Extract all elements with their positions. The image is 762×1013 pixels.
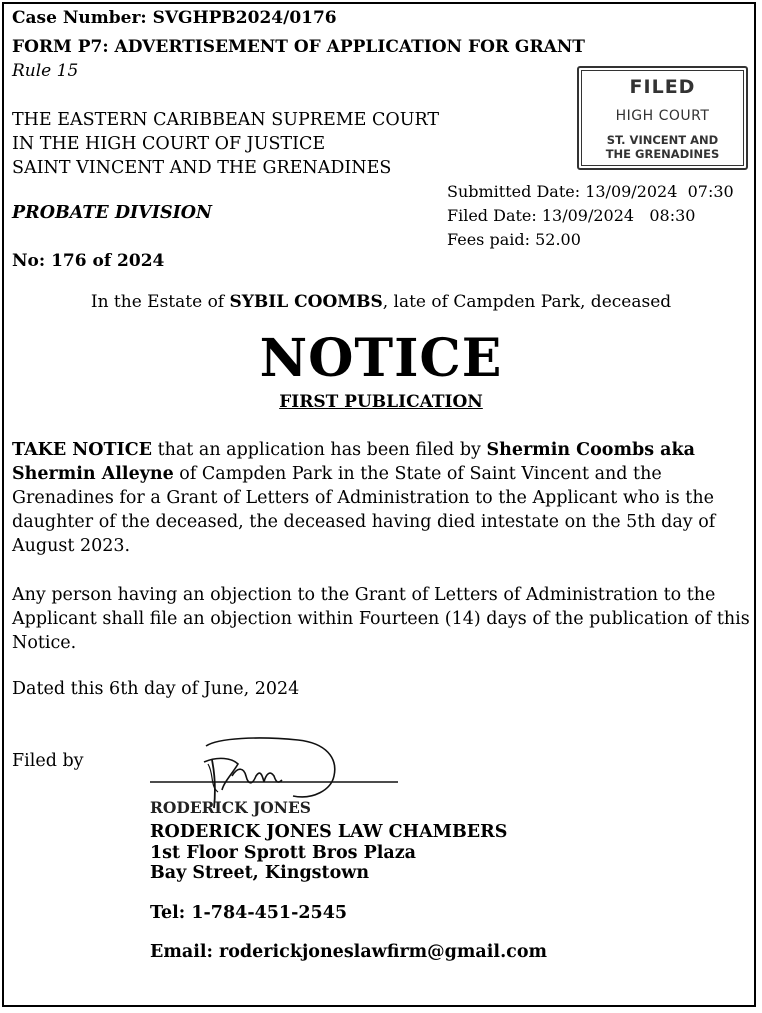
filed-stamp	[577, 66, 748, 170]
rule-reference: Rule 15	[12, 61, 79, 81]
estate-suffix: , late of Campden Park, deceased	[382, 292, 672, 312]
notice-heading: NOTICE	[259, 328, 503, 389]
court-name-line2: IN THE HIGH COURT OF JUSTICE	[12, 134, 326, 154]
fees-paid: Fees paid: 52.00	[447, 230, 581, 249]
stamp-filed: FILED	[629, 76, 696, 98]
address-line1: 1st Floor Sprott Bros Plaza	[150, 843, 417, 863]
firm-name: RODERICK JONES LAW CHAMBERS	[150, 822, 508, 842]
deceased-name: SYBIL COOMBS	[229, 292, 383, 312]
form-title: FORM P7: ADVERTISEMENT OF APPLICATION FOR GRANT	[12, 37, 585, 57]
filed-date: Filed Date: 13/09/2024 08:30	[447, 206, 696, 225]
email: Email: roderickjoneslawfirm@gmail.com	[150, 942, 548, 962]
signatory-name: RODERICK JONES	[150, 798, 311, 817]
stamp-high-court: HIGH COURT	[615, 108, 710, 124]
objection-paragraph: Any person having an objection to the Grant of Letters of Administration to the Applicant shall file an objection within Fourteen (14) days of the publication of this Notice.	[12, 585, 750, 653]
notice-paragraph: TAKE NOTICE that an application has been filed by Shermin Coombs aka Shermin Alleyne of Campden Park in the State of Saint Vincent and the Grenadines for a Grant of Letters of Administration to the Applicant who is the daughter of the deceased, the deceased having died intestate on the 5th day of August 2023.	[12, 440, 716, 556]
case-no: No: 176 of 2024	[12, 251, 165, 271]
court-name-line3: SAINT VINCENT AND THE GRENADINES	[12, 158, 392, 178]
court-name-line1: THE EASTERN CARIBBEAN SUPREME COURT	[12, 110, 440, 130]
applicant-name: Shermin Coombs aka Shermin Alleyne	[12, 440, 695, 484]
filed-by-label: Filed by	[12, 751, 84, 771]
estate-prefix: In the Estate of	[90, 292, 230, 312]
take-notice: TAKE NOTICE	[12, 440, 152, 460]
estate-line	[0, 292, 762, 312]
probate-division: PROBATE DIVISION	[12, 203, 213, 223]
stamp-st-vincent: ST. VINCENT AND	[606, 133, 719, 147]
submitted-date: Submitted Date: 13/09/2024 07:30	[447, 182, 734, 201]
stamp-grenadines: THE GRENADINES	[605, 147, 720, 161]
dated-line: Dated this 6th day of June, 2024	[12, 679, 300, 699]
case-number: Case Number: SVGHPB2024/0176	[12, 8, 337, 28]
telephone: Tel: 1-784-451-2545	[150, 903, 348, 923]
first-publication: FIRST PUBLICATION	[279, 392, 483, 412]
address-line2: Bay Street, Kingstown	[150, 863, 370, 883]
